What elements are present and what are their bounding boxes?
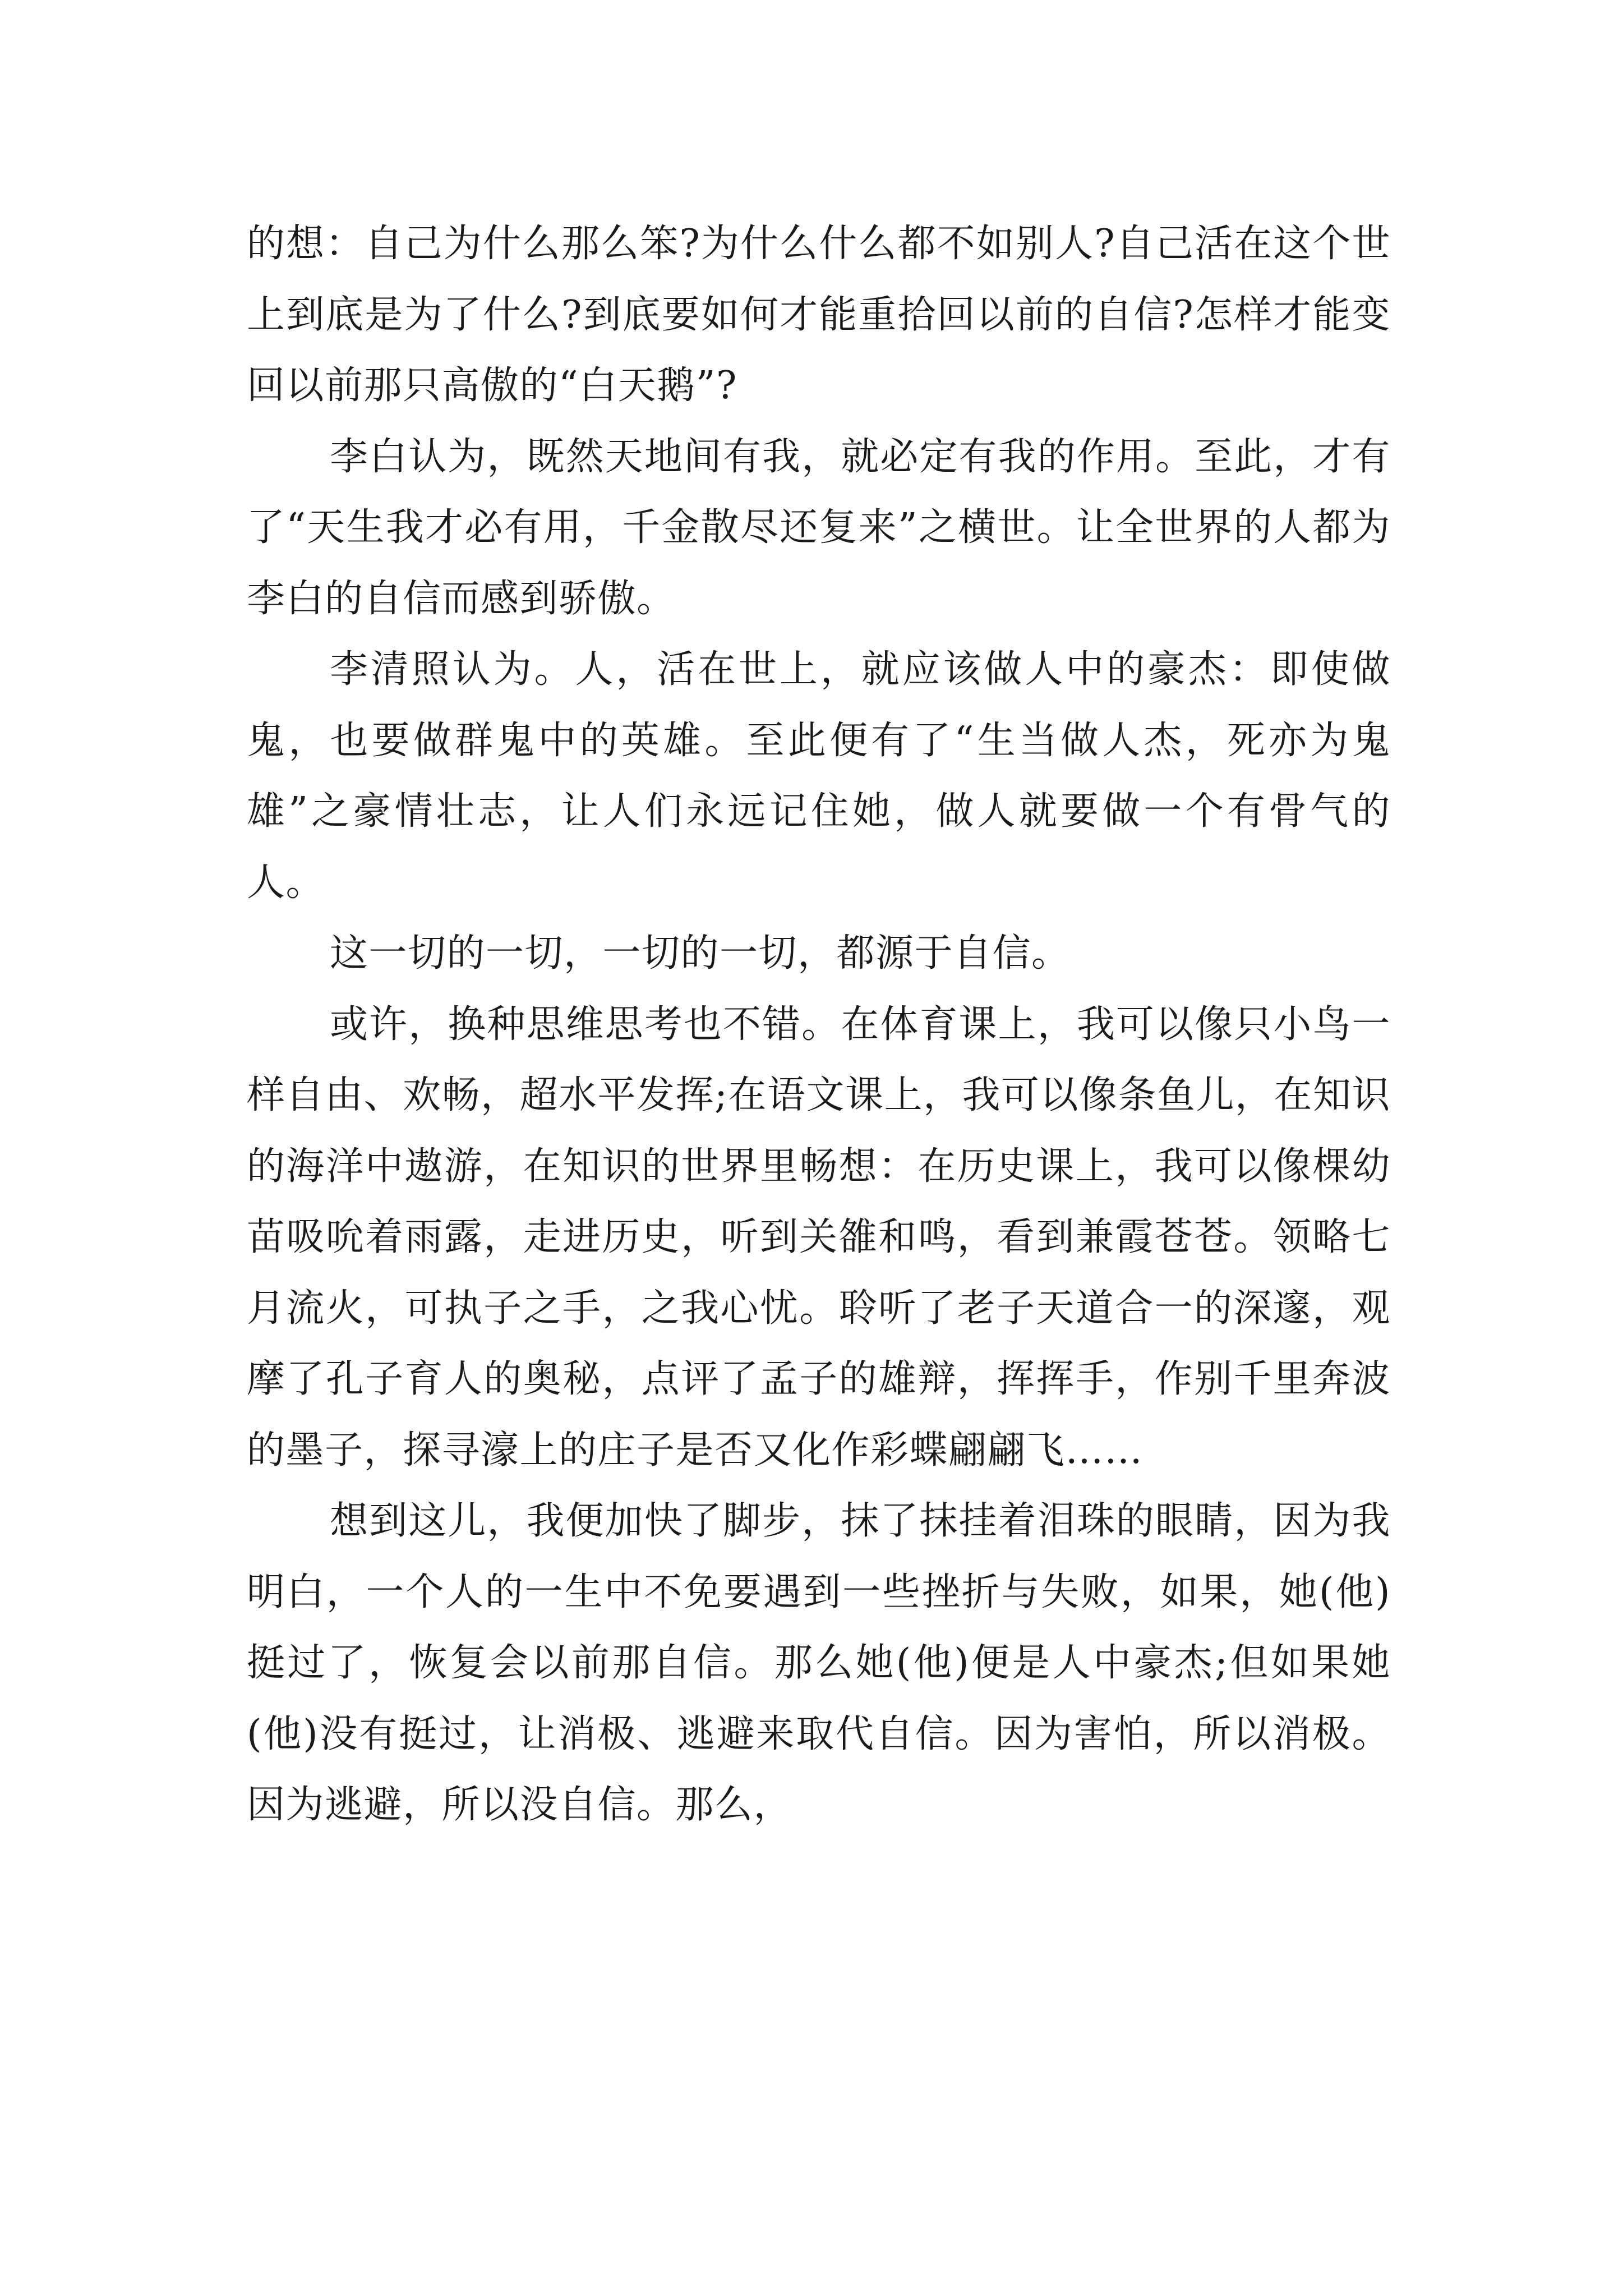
paragraph-1: 的想：自己为什么那么笨?为什么什么都不如别人?自己活在这个世上到底是为了什么?到底要如何才能重拾回以前的自信?怎样才能变回以前那只高傲的“白天鹅”? xyxy=(247,222,1391,408)
document-body xyxy=(247,209,1391,1841)
paragraph-5: 或许，换种思维思考也不错。在体育课上，我可以像只小鸟一样自由、欢畅，超水平发挥;在语文课上，我可以像条鱼儿，在知识的海洋中遨游，在知识的世界里畅想：在历史课上，我可以像棵幼苗吸吮着雨露，走进历史，听到关雒和鸣，看到兼霞苍苍。领略七月流火，可执子之手，之我心忧。聆听了老子天道合一的深邃，观摩了孔子育人的奥秘，点评了孟子的雄辩，挥挥手，作别千里奔波的墨子，探寻濠上的庄子是否又化作彩蝶翩翩飞…… xyxy=(247,1002,1391,1473)
paragraph-3: 李清照认为。人，活在世上，就应该做人中的豪杰：即使做鬼，也要做群鬼中的英雄。至此便有了“生当做人杰，死亦为鬼雄”之豪情壮志，让人们永远记住她，做人就要做一个有骨气的人。 xyxy=(247,647,1391,905)
paragraph-6: 想到这儿，我便加快了脚步，抹了抹挂着泪珠的眼睛，因为我明白，一个人的一生中不免要遇到一些挫折与失败，如果，她(他)挺过了，恢复会以前那自信。那么她(他)便是人中豪杰;但如果她(他)没有挺过，让消极、逃避来取代自信。因为害怕，所以消极。因为逃避，所以没自信。那么， xyxy=(247,1499,1391,1827)
paragraph-4: 这一切的一切，一切的一切，都源于自信。 xyxy=(330,931,1071,976)
paragraph-2: 李白认为，既然天地间有我，就必定有我的作用。至此，才有了“天生我才必有用，千金散尽还复来”之横世。让全世界的人都为李白的自信而感到骄傲。 xyxy=(247,434,1391,621)
